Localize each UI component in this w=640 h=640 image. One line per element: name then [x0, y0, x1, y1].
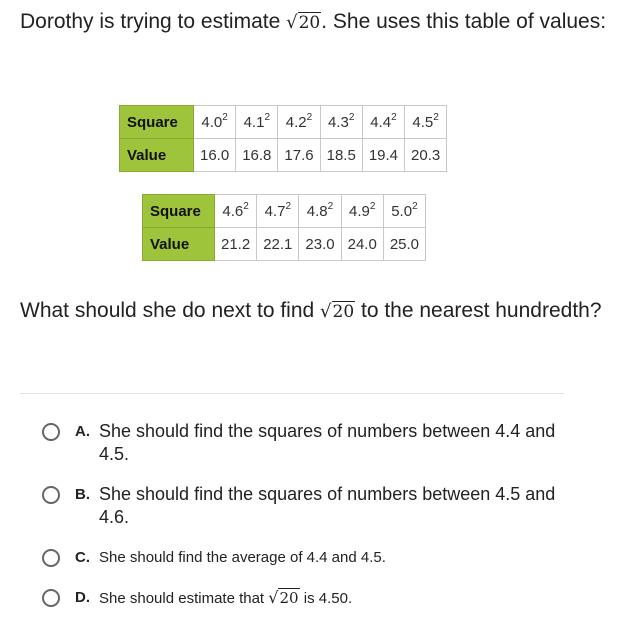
value-cell: 23.0: [299, 228, 341, 261]
square-base: 5.0: [391, 202, 413, 220]
square-base: 4.4: [370, 113, 392, 131]
square-exponent: 2: [412, 200, 418, 212]
choice-letter: C.: [75, 549, 90, 566]
prompt-text-before: What should she do next to find: [20, 299, 321, 322]
value-cell: 18.5: [320, 139, 362, 172]
value-cell: 25.0: [383, 228, 425, 261]
value-cell: 17.6: [278, 139, 320, 172]
square-cell: [383, 195, 425, 228]
square-exponent: 2: [285, 200, 292, 212]
question-intro: [20, 2, 610, 43]
choice-letter: A.: [75, 423, 90, 440]
prompt-text-after: to the nearest hundredth?: [355, 299, 602, 322]
choice-text[interactable]: She should find the squares of numbers between 4.4 and 4.5.: [99, 421, 556, 464]
square-exponent: 2: [327, 200, 334, 212]
choice-text-after: is 4.50.: [299, 590, 353, 607]
question-prompt: [20, 291, 610, 332]
square-cell: [236, 106, 278, 139]
square-header: Square: [120, 106, 194, 139]
square-base: 4.1: [243, 113, 265, 131]
radicand: 20: [298, 13, 321, 33]
square-base: 4.0: [201, 113, 223, 131]
choice-a[interactable]: [42, 420, 582, 466]
square-cell: [405, 106, 447, 139]
square-row: [143, 195, 426, 228]
choice-text-before: She should estimate that: [99, 590, 269, 607]
radio-button-icon[interactable]: [42, 589, 60, 607]
value-cell: 20.3: [405, 139, 447, 172]
divider: [20, 393, 564, 394]
square-base: 4.7: [264, 202, 286, 220]
sqrt-expression: [286, 13, 321, 33]
radio-button-icon[interactable]: [42, 423, 60, 441]
square-cell: [278, 106, 320, 139]
radical-sign-icon: √: [320, 301, 332, 322]
square-exponent: 2: [264, 111, 271, 123]
choice-c[interactable]: [42, 546, 582, 569]
square-cell: [320, 106, 362, 139]
values-table-1: [119, 105, 447, 172]
sqrt-expression: [268, 589, 299, 607]
sqrt-expression: [320, 302, 355, 322]
square-base: 4.5: [412, 113, 434, 131]
square-exponent: 2: [433, 111, 439, 123]
value-cell: 16.8: [236, 139, 278, 172]
square-cell: [341, 195, 383, 228]
values-table-2: [142, 194, 426, 261]
square-base: 4.3: [328, 113, 349, 131]
square-exponent: 2: [369, 200, 376, 212]
square-base: 4.6: [222, 202, 244, 220]
choice-text[interactable]: [99, 586, 352, 610]
square-exponent: 2: [243, 200, 249, 212]
intro-text-after: . She uses this table of values:: [321, 10, 607, 33]
choice-text[interactable]: She should find the average of 4.4 and 4.5.: [99, 549, 386, 566]
value-row: [120, 139, 447, 172]
value-header: Value: [120, 139, 194, 172]
square-base: 4.9: [349, 202, 370, 220]
value-cell: 21.2: [215, 228, 257, 261]
square-cell: [215, 195, 257, 228]
choice-letter: B.: [75, 486, 90, 503]
square-cell: [299, 195, 341, 228]
square-header: Square: [143, 195, 215, 228]
square-cell: [257, 195, 299, 228]
choice-d[interactable]: [42, 586, 582, 610]
radical-sign-icon: √: [268, 588, 279, 607]
radicand: 20: [332, 302, 355, 322]
square-base: 4.2: [285, 113, 307, 131]
value-cell: 24.0: [341, 228, 383, 261]
value-cell: 16.0: [194, 139, 236, 172]
square-cell: [362, 106, 404, 139]
square-row: [120, 106, 447, 139]
square-exponent: 2: [391, 111, 397, 123]
choice-letter: D.: [75, 589, 90, 606]
value-row: [143, 228, 426, 261]
value-header: Value: [143, 228, 215, 261]
square-exponent: 2: [306, 111, 313, 123]
choice-b[interactable]: [42, 483, 582, 529]
square-base: 4.8: [306, 202, 328, 220]
radical-sign-icon: √: [286, 12, 298, 33]
intro-text-before: Dorothy is trying to estimate: [20, 10, 287, 33]
square-exponent: 2: [222, 111, 228, 123]
radio-button-icon[interactable]: [42, 486, 60, 504]
choice-text[interactable]: She should find the squares of numbers between 4.5 and 4.6.: [99, 484, 556, 527]
radicand: 20: [279, 589, 299, 607]
square-exponent: 2: [348, 111, 355, 123]
radio-button-icon[interactable]: [42, 549, 60, 567]
value-cell: 22.1: [257, 228, 299, 261]
value-cell: 19.4: [362, 139, 404, 172]
square-cell: [194, 106, 236, 139]
